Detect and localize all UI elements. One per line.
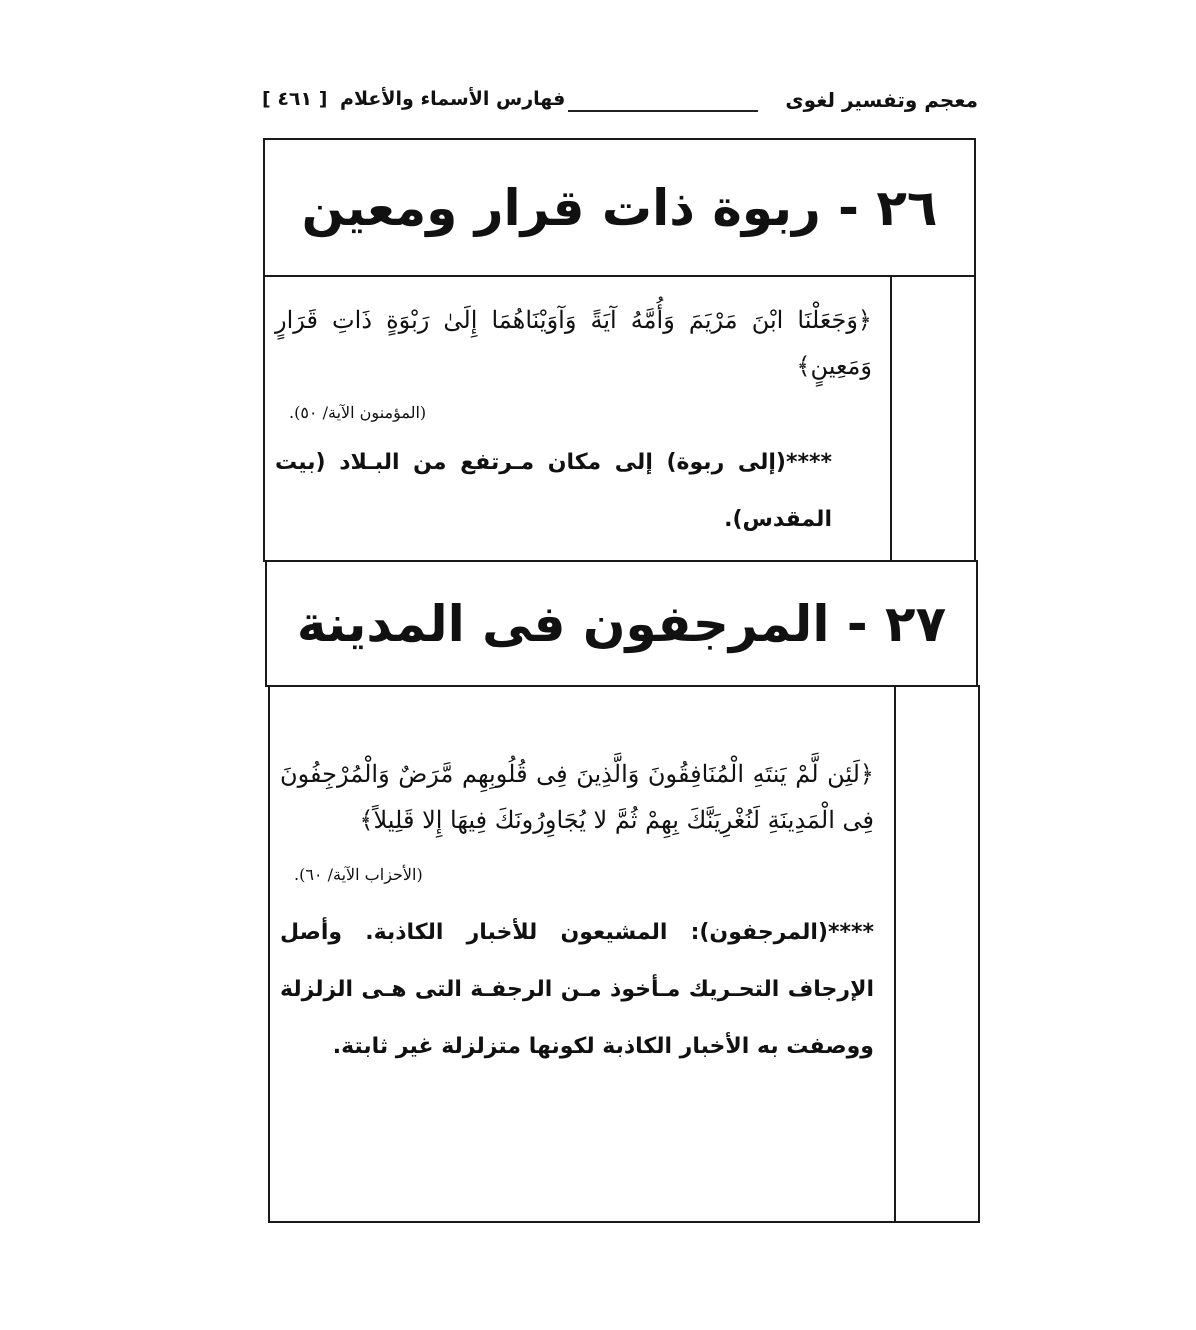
entry-26-margin-line [890, 277, 892, 560]
entry-26-content-box [263, 275, 976, 562]
entry-27-content-box [268, 685, 980, 1223]
entry-27-title: ٢٧ - المرجفون فى المدينة [296, 594, 947, 653]
header-rule [568, 110, 758, 112]
entry-26-title: ٢٦ - ربوة ذات قرار ومعين [301, 178, 938, 237]
page-number: [ ٤٦١ ] [262, 88, 328, 110]
entry-27-reference: (الأحزاب الآية/ ٦٠). [294, 865, 423, 884]
entry-27-explanation: ****(المرجفون): المشيعون للأخبار الكاذبة. وأصل الإرجاف التحـريك مـأخوذ مـن الرجفـة التى هـى الزلزلة ووصفت به الأخبار الكاذبة لكونها متزلزلة غير ثابتة. [280, 920, 874, 1059]
entry-27-verse: ﴿لَئِن لَّمْ يَنتَهِ الْمُنَافِقُونَ وَالَّذِينَ فِى قُلُوبِهِم مَّرَضٌ وَالْمُرْجِفُونَ فِى الْمَدِينَةِ لَنُغْرِيَنَّكَ بِهِمْ ثُمَّ لا يُجَاوِرُونَكَ فِيهَا إِلا قَلِيلاً﴾ [280, 760, 874, 834]
entry-26-content [275, 277, 872, 560]
page-header [262, 84, 978, 118]
entry-26-verse: ﴿وَجَعَلْنَا ابْنَ مَرْيَمَ وَأُمَّهُ آيَةً وَآوَيْنَاهُمَا إِلَىٰ رَبْوَةٍ ذَاتِ قَرَارٍ وَمَعِينٍ﴾ [275, 306, 872, 380]
entry-26-reference: (المؤمنون الآية/ ٥٠). [289, 403, 427, 422]
book-title: معجم وتفسير لغوى [785, 88, 978, 112]
entry-27-content [280, 687, 874, 1221]
section-title: فهارس الأسماء والأعلام [340, 88, 566, 110]
entry-26-explanation: ****(إلى ربوة) إلى مكان مـرتفع من البـلاد (بيت المقدس). [275, 450, 832, 532]
header-left [262, 88, 565, 110]
entry-27-title-box [265, 560, 978, 687]
entry-27-margin-line [894, 687, 896, 1221]
entry-26-title-box [263, 138, 976, 277]
